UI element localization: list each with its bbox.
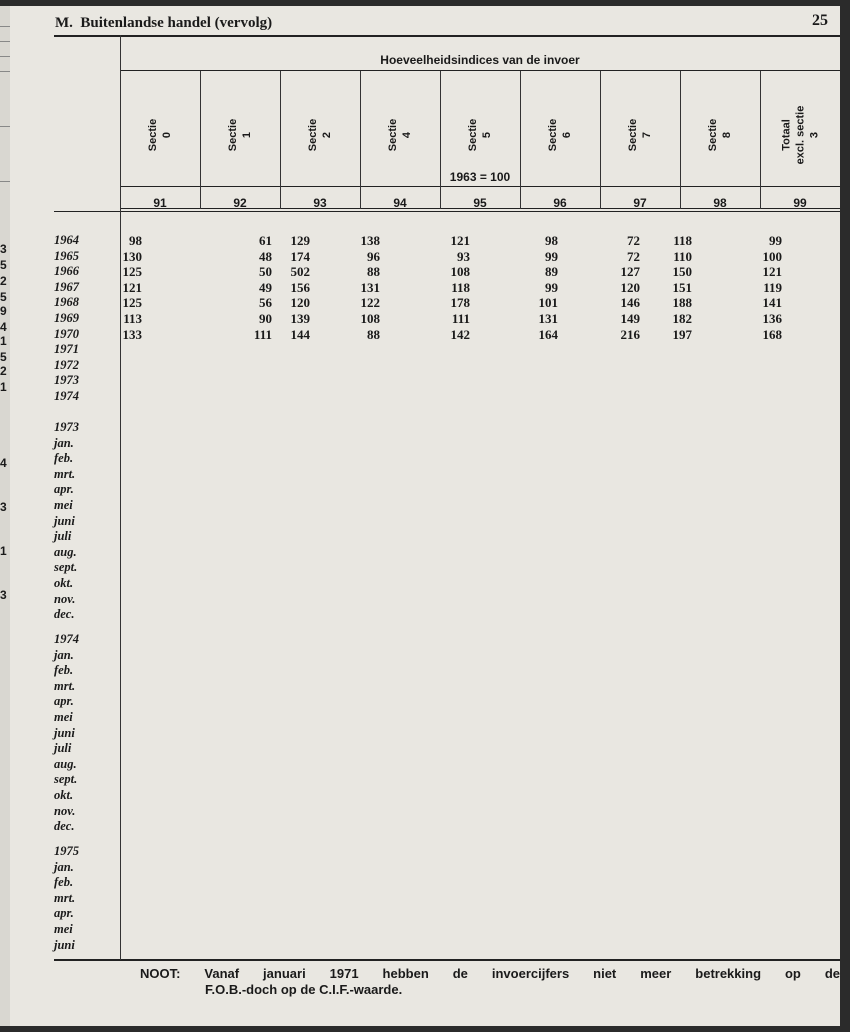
table-cell: 72 (627, 233, 640, 248)
row-label-year: 1973 (54, 373, 79, 388)
column-header-text (546, 119, 574, 151)
row-label-month: okt. (54, 576, 74, 590)
column-header-line: 2 (320, 131, 333, 139)
row-label-year: 1970 (54, 326, 79, 341)
section-title: Buitenlandse handel (vervolg) (80, 15, 273, 31)
row-label-month: jan. (54, 435, 74, 450)
table-cell: 98 (545, 233, 558, 248)
edge-character: 5 (0, 290, 7, 304)
section-letter: M. (55, 15, 73, 31)
left-page-edge (0, 6, 10, 1026)
row-label-month: juni (54, 725, 75, 740)
table-cell: 168 (762, 326, 782, 342)
edge-character: 3 (0, 588, 7, 602)
row-label-month: apr. (54, 906, 74, 921)
table-cell: 90 (259, 311, 272, 326)
table-cell: 138 (360, 233, 380, 248)
edge-character: 1 (0, 544, 7, 558)
table-cell: 88 (367, 264, 380, 280)
column-header-text (146, 119, 174, 151)
table-cell: 141 (762, 295, 782, 311)
table-cell: 111 (253, 326, 272, 342)
row-label-year: 1973 (54, 420, 79, 434)
column-code: 98 (713, 196, 727, 210)
column-header-line: Sectie (546, 118, 559, 152)
row-label-month: aug. (54, 544, 77, 559)
column-header-line: Sectie (306, 118, 319, 152)
table-cell: 149 (620, 311, 640, 326)
table-cell: 197 (672, 326, 692, 342)
row-label-month: feb. (54, 451, 74, 466)
table-cell: 99 (769, 233, 782, 248)
column-header-3 (360, 78, 440, 192)
row-label-month: jan. (54, 647, 74, 662)
footnote (140, 966, 840, 998)
edge-character: 3 (0, 242, 7, 256)
column-header-line: Sectie (226, 118, 239, 152)
column-code: 97 (633, 196, 647, 210)
page-number: 25 (812, 12, 828, 29)
row-label-month: juni (54, 937, 75, 952)
row-label-year: 1964 (54, 233, 79, 247)
row-label-month: juli (54, 529, 72, 544)
row-label-year: 1975 (54, 844, 79, 858)
column-header-line: 8 (720, 131, 733, 139)
column-header-5 (520, 78, 600, 192)
edge-line (0, 26, 10, 27)
table-cell: 120 (290, 295, 310, 311)
row-label-year: 1974 (54, 632, 79, 646)
column-header-line: 5 (480, 131, 493, 139)
edge-character: 4 (0, 456, 7, 470)
table-title: Hoeveelheidsindices van de invoer (380, 53, 580, 67)
table-cell: 93 (457, 248, 470, 264)
table-cell: 136 (762, 311, 782, 326)
row-label-year: 1965 (54, 248, 79, 263)
table-cell: 50 (259, 264, 272, 280)
column-header-line: 4 (400, 131, 413, 139)
table-cell: 111 (451, 311, 470, 326)
row-label-year: 1974 (54, 389, 79, 403)
edge-line (0, 41, 10, 42)
row-label-month: mei (54, 498, 73, 512)
table-cell: 121 (450, 233, 470, 248)
table-cell: 139 (290, 311, 310, 326)
row-label-month: apr. (54, 482, 74, 497)
table-cell: 72 (627, 248, 640, 264)
column-header-line: 1 (240, 131, 253, 139)
column-header-line: 0 (160, 131, 173, 139)
column-header-line: 3 (808, 131, 820, 139)
column-code: 95 (473, 196, 487, 210)
edge-character: 3 (0, 500, 7, 514)
table-cell: 150 (672, 264, 692, 280)
row-label-year: 1971 (54, 342, 79, 357)
edge-line (0, 181, 10, 182)
table-cell: 127 (620, 264, 640, 280)
table-cell: 118 (451, 279, 470, 295)
column-header-line: Sectie (386, 118, 399, 152)
table-cell: 146 (620, 295, 640, 311)
row-label-month: feb. (54, 875, 74, 890)
column-header-line: Totaal (780, 119, 792, 151)
table-cell: 113 (123, 311, 142, 326)
column-header-1 (200, 78, 280, 192)
row-label-month: feb. (54, 663, 74, 678)
table-cell: 99 (545, 279, 558, 295)
edge-line (0, 56, 10, 57)
table-cell: 101 (538, 295, 558, 311)
table-cell: 99 (545, 248, 558, 264)
table-cell: 131 (360, 279, 380, 295)
edge-character: 1 (0, 380, 7, 394)
table-cell: 151 (672, 279, 692, 295)
column-header-line: Sectie (146, 118, 159, 152)
edge-character: 5 (0, 350, 7, 364)
column-code: 96 (553, 196, 567, 210)
bottom-rule (54, 959, 840, 961)
column-header-8 (760, 78, 840, 192)
table-cell: 216 (620, 326, 640, 342)
header-bottom-rule (54, 211, 840, 212)
row-label-year: 1966 (54, 264, 79, 279)
row-label-month: aug. (54, 756, 77, 771)
column-header-line: Sectie (626, 118, 639, 152)
table-cell: 119 (763, 279, 782, 295)
row-label-month: apr. (54, 694, 74, 709)
row-label-month: dec. (54, 607, 75, 622)
table-cell: 61 (259, 233, 272, 248)
column-code: 99 (793, 196, 807, 210)
table-cell: 133 (122, 326, 142, 342)
column-header-text (779, 106, 821, 165)
row-label-month: nov. (54, 591, 76, 606)
column-code: 91 (153, 196, 167, 210)
table-cell: 156 (290, 279, 310, 295)
table-cell: 48 (259, 248, 272, 264)
footnote-line-2: F.O.B.-doch op de C.I.F.-waarde. (205, 982, 403, 997)
page-heading (55, 15, 272, 32)
table-cell: 108 (450, 264, 470, 280)
column-header-line: 6 (560, 131, 573, 139)
column-header-0 (120, 78, 200, 192)
column-header-text (226, 119, 254, 151)
table-cell: 98 (129, 233, 142, 248)
table-cell: 121 (122, 279, 142, 295)
edge-character: 1 (0, 334, 7, 348)
footnote-line-1: NOOT: Vanaf januari 1971 hebben de invoercijfers niet meer betrekking op de (140, 966, 840, 981)
table-cell: 188 (672, 295, 692, 311)
table-cell: 178 (450, 295, 470, 311)
column-header-text (466, 119, 494, 151)
edge-character: 9 (0, 304, 7, 318)
table-cell: 118 (673, 233, 692, 248)
column-header-line: excl. sectie (794, 105, 806, 165)
edge-character: 5 (0, 258, 7, 272)
row-label-month: dec. (54, 819, 75, 834)
table-cell: 144 (290, 326, 310, 342)
edge-line (0, 71, 10, 72)
column-header-text (386, 119, 414, 151)
table-cell: 120 (620, 279, 640, 295)
top-rule (54, 35, 840, 37)
table-cell: 56 (259, 295, 272, 311)
column-header-line: Sectie (466, 118, 479, 152)
table-cell: 125 (122, 295, 142, 311)
row-label-month: sept. (54, 560, 78, 575)
base-year: 1963 = 100 (449, 170, 511, 184)
edge-line (0, 126, 10, 127)
row-label-month: juni (54, 513, 75, 528)
column-code: 92 (233, 196, 247, 210)
row-label-month: sept. (54, 772, 78, 787)
column-header-4 (440, 78, 520, 192)
table-cell: 96 (367, 248, 380, 264)
edge-character: 2 (0, 364, 7, 378)
column-code: 94 (393, 196, 407, 210)
column-header-6 (600, 78, 680, 192)
column-code: 93 (313, 196, 327, 210)
table-cell: 131 (538, 311, 558, 326)
table-cell: 88 (367, 326, 380, 342)
column-header-line: Sectie (706, 118, 719, 152)
row-label-month: mei (54, 710, 73, 724)
row-label-month: juli (54, 741, 72, 756)
column-header-7 (680, 78, 760, 192)
table-cell: 174 (290, 248, 310, 264)
edge-character: 4 (0, 320, 7, 334)
edge-character: 2 (0, 274, 7, 288)
table-cell: 182 (672, 311, 692, 326)
document-page (10, 6, 840, 1026)
row-label-month: mrt. (54, 466, 76, 481)
table-cell: 108 (360, 311, 380, 326)
table-cell: 125 (122, 264, 142, 280)
table-cell: 49 (259, 279, 272, 295)
table-cell: 502 (290, 264, 310, 280)
row-label-year: 1972 (54, 357, 79, 372)
row-label-month: jan. (54, 859, 74, 874)
table-cell: 142 (450, 326, 470, 342)
column-header-text (306, 119, 334, 151)
row-label-month: mrt. (54, 678, 76, 693)
row-label-month: mrt. (54, 890, 76, 905)
row-label-month: okt. (54, 788, 74, 802)
table-cell: 100 (762, 248, 782, 264)
table-cell: 89 (545, 264, 558, 280)
column-header-text (706, 119, 734, 151)
row-label-year: 1968 (54, 295, 79, 310)
table-cell: 122 (360, 295, 380, 311)
column-header-2 (280, 78, 360, 192)
table-cell: 130 (122, 248, 142, 264)
row-label-year: 1969 (54, 311, 79, 325)
column-header-text (626, 119, 654, 151)
table-cell: 129 (290, 233, 310, 248)
column-header-line: 7 (640, 131, 653, 139)
row-label-month: nov. (54, 803, 76, 818)
table-cell: 121 (762, 264, 782, 280)
table-cell: 164 (538, 326, 558, 342)
table-cell: 110 (673, 248, 692, 264)
title-rule (120, 70, 840, 71)
row-label-year: 1967 (54, 279, 79, 294)
row-label-month: mei (54, 922, 73, 936)
